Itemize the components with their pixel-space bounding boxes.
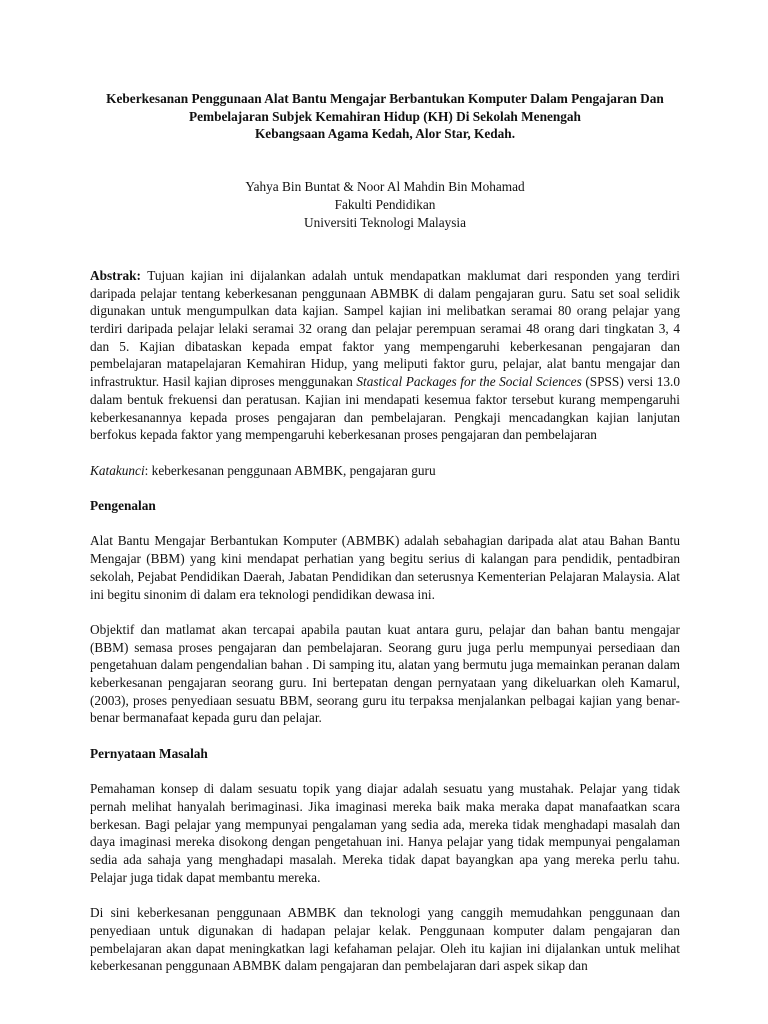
author-names: Yahya Bin Buntat & Noor Al Mahdin Bin Mohamad: [245, 179, 525, 195]
spacer: [90, 763, 680, 781]
title-line-1: Keberkesanan Penggunaan Alat Bantu Mengajar Berbantukan Komputer Dalam Pengajaran Dan: [106, 91, 664, 106]
spacer: [90, 479, 680, 497]
keywords-text: : keberkesanan penggunaan ABMBK, pengajaran guru: [144, 462, 436, 478]
abstract-paragraph: [90, 267, 680, 444]
keywords-label: Katakunci: [90, 462, 145, 478]
spacer: [90, 444, 680, 462]
abstract-text-1: Tujuan kajian ini dijalankan adalah untuk mendapatkan maklumat dari responden yang terdiri daripada pelajar tentang keberkesanan penggunaan ABMBK di dalam pengajaran guru. Satu set soal selidik digunakan untuk mengumpulkan data kajian. Sampel kajian ini melibatkan seramai 80 orang pelajar yang terdiri daripada pelajar lelaki seramai 32 orang dan pelajar perempuan seramai 48 orang dari tingkatan 3, 4 dan 5. Kajian dibataskan kepada empat faktor yang mempengaruhi keberkesanan pengajaran dan pembelajaran matapelajaran Kemahiran Hidup, yang meliputi faktor guru, pelajar, alat bantu mengajar dan infrastruktur. Hasil kajian diproses menggunakan: [90, 267, 680, 390]
author-university: Universiti Teknologi Malaysia: [303, 214, 467, 230]
spacer: [90, 727, 680, 745]
title-line-3: Kebangsaan Agama Kedah, Alor Star, Kedah.: [254, 126, 516, 142]
author-block: [90, 178, 680, 231]
title-line-2: Pembelajaran Subjek Kemahiran Hidup (KH) Di Sekolah Menengah: [189, 108, 581, 124]
spacer: [90, 603, 680, 621]
spacer: [90, 515, 680, 533]
document-page: [90, 90, 680, 975]
paper-title: [90, 90, 680, 143]
spacer: [90, 249, 680, 267]
body-paragraph: Pemahaman konsep di dalam sesuatu topik yang diajar adalah sesuatu yang mustahak. Pelajar yang tidak pernah melihat hanyalah berimaginasi. Jika imaginasi mereka baik maka meraka dapat manafaatkan scara berkesan. Bagi pelajar yang mempunyai pengalaman yang sedia ada, mereka tidak menghadapi masalah dan daya imaginasi mereka disokong dengan pengetahuan ini. Hanya pelajar yang tidak mempunyai pengalaman sedia ada sahaja yang menghadapi masalah. Mereka tidak dapat bayangkan apa yang mereka perlu tahu. Pelajar juga tidak dapat membantu mereka.: [90, 781, 680, 885]
spacer: [90, 143, 680, 161]
abstract-text-2: (SPSS) versi 13.0 dalam bentuk frekuensi dan peratusan. Kajian ini mendapati kesemua faktor tersebut kurang mempengaruhi keberkesanannya kepada proses pengajaran dan pembelajaran. Pengkaji mencadangkan kajian lanjutan berfokus kepada faktor yang mempengaruhi keberkesanan proses pengajaran dan pembelajaran: [90, 374, 681, 443]
keywords-paragraph: [90, 462, 680, 480]
section-heading-pengenalan: Pengenalan: [90, 498, 156, 514]
section-heading-pernyataan-masalah: Pernyataan Masalah: [90, 745, 208, 761]
author-faculty: Fakulti Pendidikan: [334, 197, 436, 213]
body-paragraph: Di sini keberkesanan penggunaan ABMBK dan teknologi yang canggih memudahkan penggunaan dan penyediaan untuk digunakan di hadapan pelajar kelak. Penggunaan komputer dalam pengajaran dan pembelajaran akan dapat meningkatkan lagi kefahaman pelajar. Oleh itu kajian ini dijalankan untuk melihat keberkesanan penggunaan ABMBK dalam pengajaran dan pembelajaran dari aspek sikap dan: [90, 905, 680, 974]
abstract-label: Abstrak:: [90, 267, 141, 283]
body-paragraph: Objektif dan matlamat akan tercapai apabila pautan kuat antara guru, pelajar dan bahan bantu mengajar (BBM) semasa proses pengajaran dan pembelajaran. Seorang guru juga perlu mempunyai persediaan dan pengetahuan dalam pengendalian bahan . Di samping itu, alatan yang bermutu juga memainkan peranan dalam keberkesanan pengajaran seorang guru. Ini bertepatan dengan pernyataan yang dikeluarkan oleh Kamarul, (2003), proses penyediaan sesuatu BBM, seorang guru itu terpaksa menjalankan pelbagai kajian yang benar-benar bermanafaat kepada guru dan pelajar.: [90, 621, 680, 726]
spacer: [90, 232, 680, 250]
body-paragraph: Alat Bantu Mengajar Berbantukan Komputer (ABMBK) adalah sebahagian daripada alat atau Bahan Bantu Mengajar (BBM) yang kini mendapat perhatian yang begitu serius di kalangan para pendidik, pentadbiran sekolah, Pejabat Pendidikan Daerah, Jabatan Pendidikan dan seterusnya Kementerian Pelajaran Malaysia. Alat ini begitu sinonim di dalam era teknologi pendidikan dewasa ini.: [90, 533, 680, 602]
spacer: [90, 886, 680, 904]
abstract-italic-term: Stastical Packages for the Social Sciences: [356, 374, 582, 390]
